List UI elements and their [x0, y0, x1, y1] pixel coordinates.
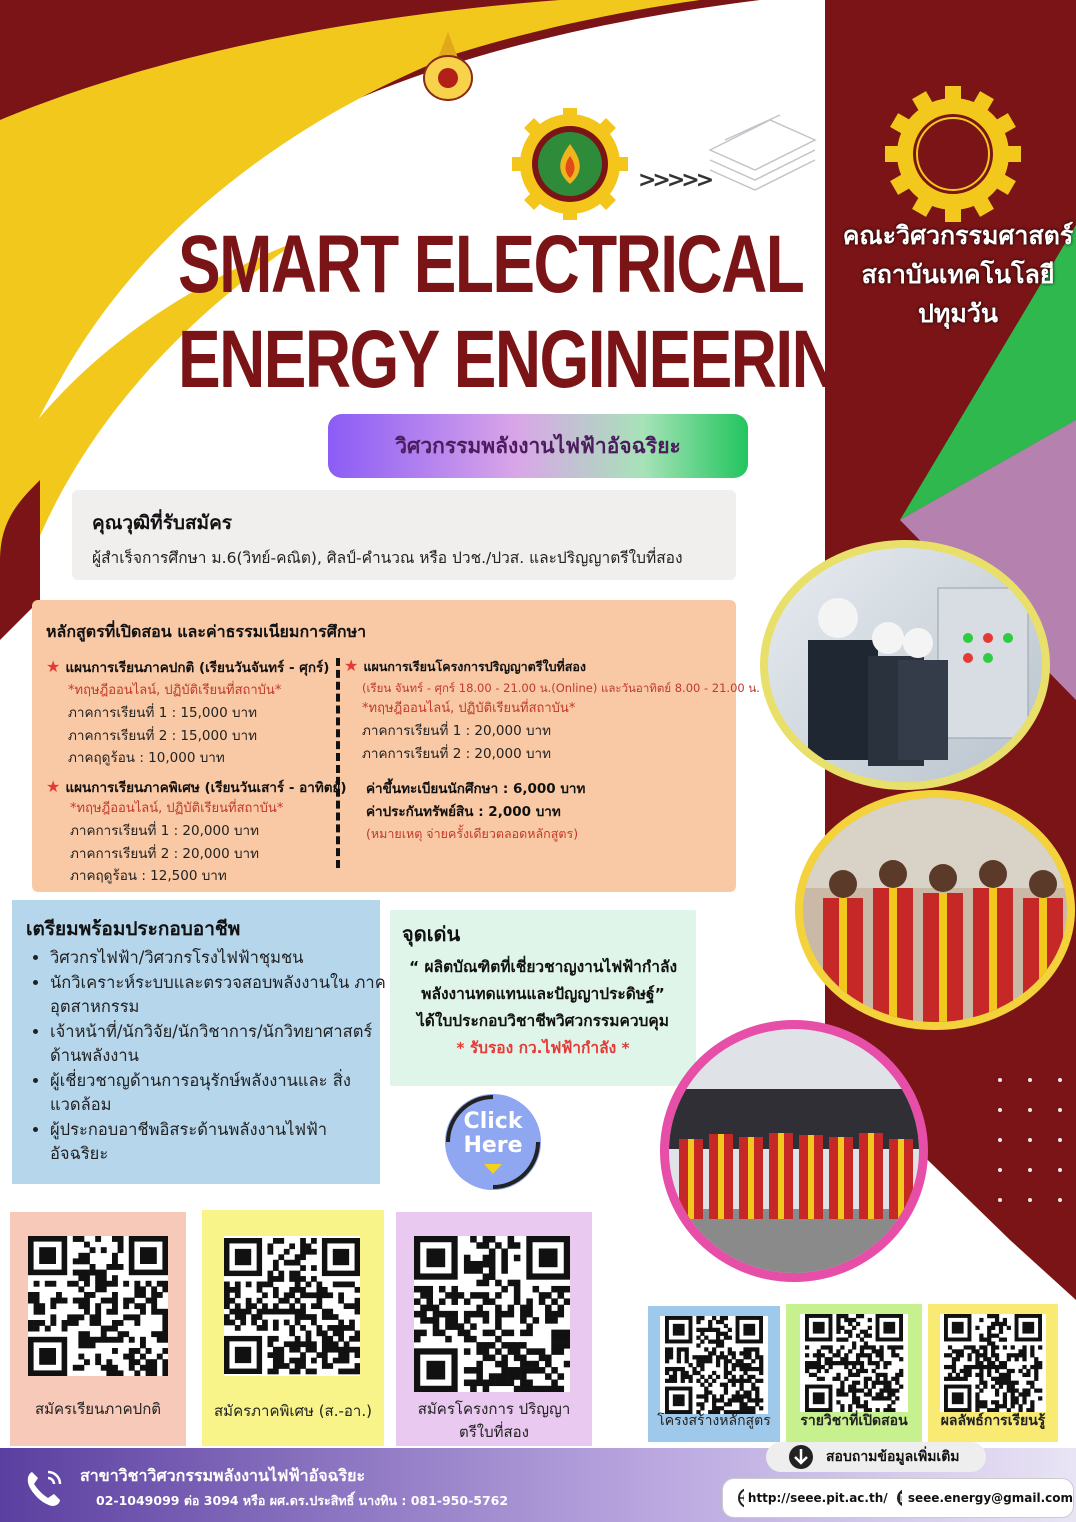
qualification-heading: คุณวุฒิที่รับสมัคร: [92, 512, 232, 534]
email-icon: [896, 1488, 902, 1508]
other-fees: [366, 778, 585, 846]
qr-code[interactable]: [660, 1316, 768, 1414]
qr-code[interactable]: [28, 1236, 168, 1376]
qualification-box: [72, 490, 736, 580]
fee-row: ภาคฤดูร้อน : 12,500 บาท: [70, 868, 227, 884]
star-icon: ★: [46, 777, 61, 796]
second-degree-fees: [362, 720, 551, 765]
fee-row: ภาคฤดูร้อน : 10,000 บาท: [68, 750, 225, 766]
second-degree-schedule: (เรียน จันทร์ - ศุกร์ 18.00 - 21.00 น.(Online) และวันอาทิตย์ 8.00 - 21.00 น.: [362, 681, 760, 695]
ceremony-illustration: [669, 1029, 919, 1273]
arrow-down-circle-icon: [786, 1442, 816, 1472]
click-text: Click: [463, 1109, 523, 1134]
column-divider: [336, 658, 340, 868]
highlight-line-4: * รับรอง กว.ไฟฟ้ากำลัง *: [456, 1039, 630, 1057]
careers-heading: เตรียมพร้อมประกอบอาชีพ: [26, 918, 241, 940]
qr-code[interactable]: [940, 1314, 1046, 1412]
star-icon: ★: [344, 656, 359, 675]
registration-fee: ค่าขึ้นทะเบียนนักศึกษา : 6,000 บาท: [366, 781, 586, 797]
qr-label: สมัครโครงการ ปริญญาตรีใบที่สอง: [417, 1400, 571, 1441]
regular-plan-title: แผนการเรียนภาคปกติ (เรียนวันจันทร์ - ศุกร์): [65, 660, 330, 676]
star-icon: ★: [46, 657, 61, 676]
highlight-line-3: ได้ใบประกอบวิชาชีพวิศวกรรมควบคุม: [417, 1012, 669, 1030]
qr-card-regular[interactable]: [10, 1212, 186, 1446]
special-plan-note: *ทฤษฎีออนไลน์, ปฏิบัติเรียนที่สถาบัน*: [70, 801, 284, 816]
graduates-illustration: [803, 798, 1067, 1022]
highlight-line-1: “ ผลิตบัณฑิตที่เชี่ยวชาญงานไฟฟ้ากำลัง: [408, 958, 678, 976]
more-info-text: สอบถามข้อมูลเพิ่มเติม: [826, 1449, 960, 1465]
special-plan: [46, 776, 347, 798]
list-item: • เจ้าหน้าที่/นักวิจัย/นักวิชาการ/นักวิทยาศาสตร์ ด้านพลังงาน: [50, 1020, 390, 1069]
contact-pill: [722, 1478, 1074, 1518]
photo-engineers: [760, 540, 1050, 790]
second-degree-note: *ทฤษฎีออนไลน์, ปฏิบัติเรียนที่สถาบัน*: [362, 701, 576, 716]
more-info-pill[interactable]: [766, 1442, 986, 1472]
faculty-line-2: สถาบันเทคโนโลยี: [861, 260, 1055, 289]
qr-label: สมัครภาคพิเศษ (ส.-อา.): [214, 1402, 372, 1420]
highlight-heading: จุดเด่น: [402, 922, 461, 946]
subtitle-pill: วิศวกรรมพลังงานไฟฟ้าอัจฉริยะ: [328, 414, 748, 478]
fee-row: ภาคการเรียนที่ 2 : 20,000 บาท: [362, 745, 552, 762]
click-here-button[interactable]: [440, 1090, 546, 1194]
programs-box: [32, 600, 760, 892]
second-degree-plan: [344, 656, 586, 677]
chevrons-top: >>>>>: [638, 168, 711, 193]
fee-row: ภาคการเรียนที่ 2 : 20,000 บาท: [70, 845, 260, 862]
highlight-text: [390, 954, 696, 1062]
careers-box: [12, 900, 386, 1184]
title-line-2: ENERGY ENGINEERING: [178, 314, 885, 405]
list-item: • ผู้เชี่ยวชาญด้านการอนุรักษ์พลังงานและ สิ่งแวดล้อม: [50, 1069, 390, 1118]
deposit-fee: ค่าประกันทรัพย์สิน : 2,000 บาท: [366, 803, 561, 820]
institute-logo: [418, 28, 478, 106]
regular-plan-note: *ทฤษฎีออนไลน์, ปฏิบัติเรียนที่สถาบัน*: [68, 683, 282, 698]
careers-list: [20, 946, 390, 1167]
photo-ceremony: [660, 1020, 928, 1282]
website-link[interactable]: http://seee.pit.ac.th/: [747, 1491, 888, 1505]
qr-card-outcomes[interactable]: [928, 1304, 1058, 1442]
qr-card-second-degree[interactable]: [396, 1212, 592, 1446]
phone-icon: [22, 1466, 66, 1510]
qualification-text: ผู้สำเร็จการศึกษา ม.6(วิทย์-คณิต), ศิลป์-คำนวณ หรือ ปวช./ปวส. และปริญญาตรีใบที่สอง: [92, 549, 683, 567]
engineers-illustration: [768, 548, 1042, 782]
qr-card-curriculum[interactable]: [648, 1306, 780, 1442]
email-link[interactable]: seee.energy@gmail.com: [907, 1491, 1073, 1505]
fees-remark: (หมายเหตุ จ่ายครั้งเดียวตลอดหลักสูตร): [366, 826, 579, 841]
list-item: • นักวิเคราะห์ระบบและตรวจสอบพลังงานใน ภาคอุตสาหกรรม: [50, 971, 390, 1020]
fee-row: ภาคการเรียนที่ 1 : 20,000 บาท: [70, 823, 260, 839]
click-here-text: [440, 1110, 546, 1158]
qr-label: ผลลัพธ์การเรียนรู้: [940, 1413, 1046, 1429]
regular-plan: [46, 656, 329, 678]
list-item: • วิศวกรไฟฟ้า/วิศวกรโรงไฟฟ้าชุมชน: [50, 946, 390, 971]
photo-graduates: [795, 790, 1075, 1030]
department-gear-logo: [506, 108, 634, 220]
qr-card-special[interactable]: [202, 1210, 384, 1446]
title-line-1: SMART ELECTRICAL: [178, 219, 804, 310]
qr-label: สมัครเรียนภาคปกติ: [34, 1400, 162, 1418]
qr-label: รายวิชาที่เปิดสอน: [800, 1413, 908, 1429]
special-plan-title: แผนการเรียนภาคพิเศษ (เรียนวันเสาร์ - อาทิตย์): [65, 780, 347, 796]
fee-row: ภาคการเรียนที่ 1 : 20,000 บาท: [362, 723, 552, 739]
faculty-line-1: คณะวิศวกรรมศาสตร์: [842, 221, 1074, 250]
qr-code[interactable]: [800, 1314, 908, 1412]
programs-heading: หลักสูตรที่เปิดสอน และค่าธรรมเนียมการศึกษา: [46, 622, 367, 641]
regular-plan-fees: [68, 702, 257, 770]
list-item: • ผู้ประกอบอาชีพอิสระด้านพลังงานไฟฟ้า อัจฉริยะ: [50, 1118, 390, 1167]
second-degree-title: แผนการเรียนโครงการปริญญาตรีใบที่สอง: [363, 659, 587, 674]
highlight-box: [390, 910, 696, 1086]
qr-code[interactable]: [224, 1236, 360, 1376]
books-sketch: [700, 100, 825, 210]
here-text: Here: [463, 1133, 523, 1158]
fee-row: ภาคการเรียนที่ 1 : 15,000 บาท: [68, 705, 258, 721]
footer-department: สาขาวิชาวิศวกรรมพลังงานไฟฟ้าอัจฉริยะ: [80, 1466, 366, 1485]
fee-row: ภาคการเรียนที่ 2 : 15,000 บาท: [68, 727, 258, 744]
faculty-line-3: ปทุมวัน: [918, 299, 998, 328]
qr-card-courses[interactable]: [786, 1304, 922, 1442]
faculty-gear-logo: [880, 84, 1026, 224]
faculty-name: [840, 216, 1076, 333]
globe-icon: [737, 1487, 744, 1509]
special-plan-fees: [70, 820, 259, 888]
highlight-line-2: พลังงานทดแทนและปัญญาประดิษฐ์”: [421, 985, 665, 1003]
qr-code[interactable]: [414, 1236, 570, 1392]
footer-phone: 02-1049099 ต่อ 3094 หรือ ผศ.ดร.ประสิทธิ์ นางทิน : 081-950-5762: [96, 1493, 509, 1508]
qr-label: โครงสร้างหลักสูตร: [657, 1413, 771, 1429]
chevrons-bottom: >>>>>: [900, 1246, 996, 1281]
